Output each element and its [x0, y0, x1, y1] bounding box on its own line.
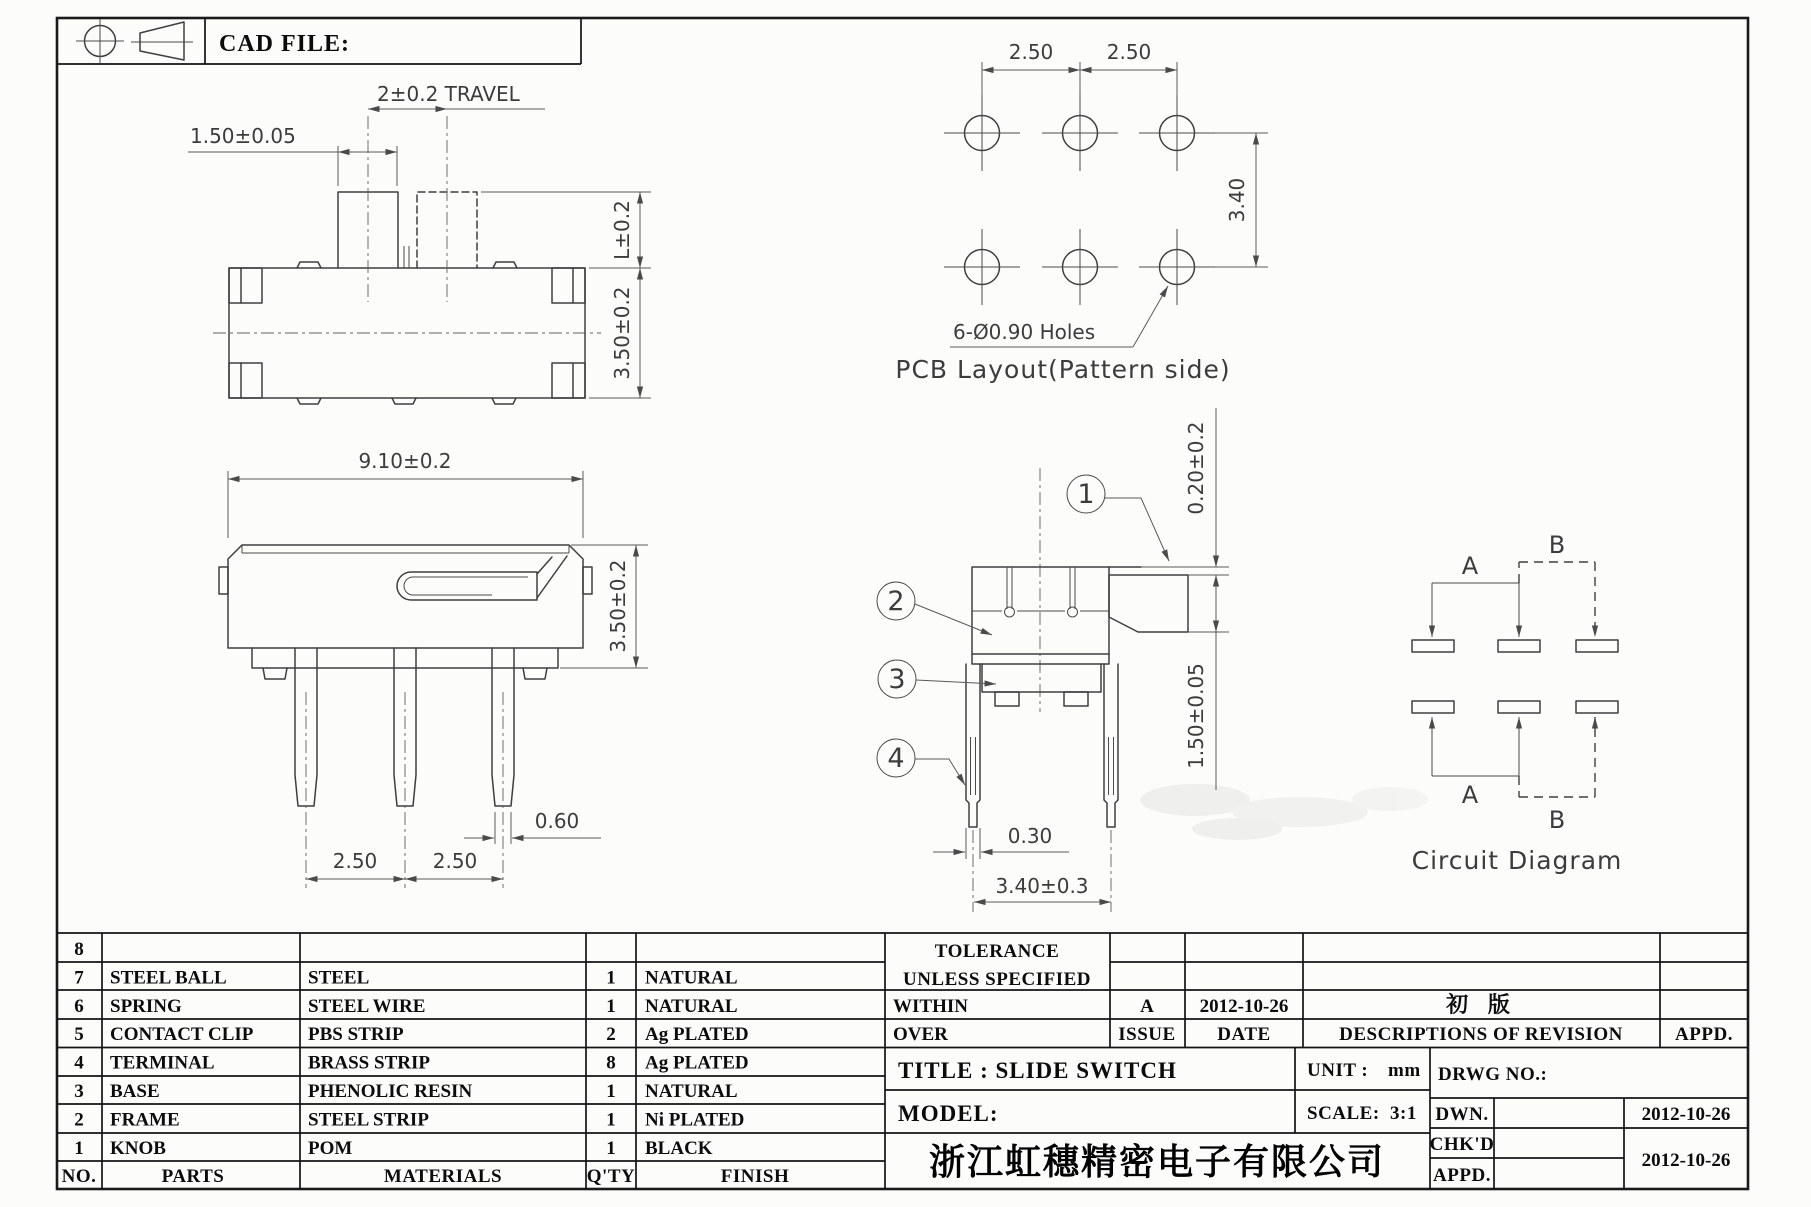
- company-name: 浙江虹穗精密电子有限公司: [928, 1142, 1386, 1183]
- part-no: 7: [74, 967, 84, 989]
- holes-note: 6-Ø0.90 Holes: [953, 320, 1096, 344]
- part-material: STEEL WIRE: [308, 996, 426, 1017]
- part-qty: 1: [606, 1109, 616, 1131]
- dim-leg-width: 0.30: [1007, 824, 1053, 848]
- date-label: DATE: [1217, 1024, 1271, 1045]
- dwn-label: DWN.: [1435, 1104, 1489, 1125]
- part-name: FRAME: [110, 1109, 180, 1131]
- part-no: 8: [74, 939, 84, 960]
- right-leg: [1104, 664, 1118, 827]
- header-parts: PARTS: [161, 1166, 225, 1187]
- chkd-label: CHK'D: [1429, 1134, 1495, 1155]
- side-view: [219, 449, 648, 888]
- left-leg: [966, 664, 980, 827]
- over-label: OVER: [893, 1024, 948, 1045]
- pcb-caption: PCB Layout(Pattern side): [895, 355, 1231, 384]
- balloon-4-number: 4: [887, 743, 905, 774]
- dim-travel: 2±0.2 TRAVEL: [377, 82, 520, 106]
- part-material: BRASS STRIP: [308, 1052, 430, 1074]
- part-no: 2: [74, 1109, 84, 1131]
- part-material: STEEL: [308, 967, 370, 989]
- dim-end-knob-height: 1.50±0.05: [1184, 663, 1208, 769]
- part-name: SPRING: [110, 996, 182, 1017]
- third-angle-projection-icon: [76, 19, 193, 63]
- scan-watermark: [1140, 784, 1428, 840]
- appd-sign-label: APPD.: [1433, 1165, 1491, 1186]
- dim-pin-pitch-left: 2.50: [332, 849, 378, 873]
- chkd-appd-date: 2012-10-26: [1641, 1150, 1731, 1171]
- part-material: STEEL STRIP: [308, 1109, 429, 1131]
- part-qty: 1: [606, 1138, 616, 1159]
- model-label: MODEL:: [898, 1101, 999, 1126]
- part-qty: 1: [606, 1081, 616, 1102]
- scale-label: SCALE:: [1307, 1103, 1380, 1124]
- within-label: WITHIN: [893, 996, 968, 1017]
- part-no: 1: [74, 1138, 84, 1159]
- circuit-label-a-top: A: [1461, 552, 1479, 580]
- part-finish: NATURAL: [645, 1081, 738, 1102]
- issue-value: A: [1140, 996, 1154, 1017]
- revision-description: 初 版: [1446, 993, 1516, 1018]
- part-finish: NATURAL: [645, 996, 738, 1017]
- drwg-no-label: DRWG NO.:: [1438, 1064, 1548, 1085]
- part-name: CONTACT CLIP: [110, 1024, 254, 1045]
- dim-side-body-height: 3.50±0.2: [606, 559, 630, 653]
- circuit-label-b-top: B: [1548, 531, 1566, 559]
- balloon-1-number: 1: [1077, 479, 1095, 510]
- dim-pin-pitch-right: 2.50: [432, 849, 478, 873]
- part-no: 4: [74, 1052, 84, 1074]
- dim-knob-height: L±0.2: [610, 200, 634, 260]
- balloon-3-number: 3: [888, 664, 906, 695]
- part-material: PHENOLIC RESIN: [308, 1081, 473, 1102]
- tolerance-line2: UNLESS SPECIFIED: [902, 969, 1092, 990]
- drawing-title: TITLE : SLIDE SWITCH: [898, 1058, 1177, 1083]
- balloon-2-number: 2: [887, 586, 905, 617]
- circuit-diagram: [1412, 531, 1623, 875]
- part-no: 5: [74, 1024, 84, 1045]
- part-name: KNOB: [110, 1138, 166, 1159]
- dim-pin-width: 0.60: [534, 809, 580, 833]
- circuit-caption: Circuit Diagram: [1411, 846, 1623, 875]
- tolerance-line1: TOLERANCE: [934, 941, 1060, 962]
- dim-knob-gap: 0.20±0.2: [1184, 421, 1208, 515]
- part-finish: Ag PLATED: [645, 1052, 749, 1074]
- unit-label: UNIT :: [1307, 1060, 1369, 1081]
- part-qty: 1: [606, 996, 616, 1017]
- dim-knob-width: 1.50±0.05: [190, 124, 296, 148]
- header-materials: MATERIALS: [383, 1166, 503, 1187]
- appd-column-label: APPD.: [1675, 1024, 1733, 1045]
- balloon-4: [877, 739, 965, 785]
- part-no: 6: [74, 996, 84, 1017]
- issue-label: ISSUE: [1118, 1024, 1176, 1045]
- cad-file-label: CAD FILE:: [219, 31, 351, 57]
- header-finish: FINISH: [720, 1166, 790, 1187]
- dim-leg-span: 3.40±0.3: [995, 874, 1089, 898]
- title-block: [893, 941, 1733, 1186]
- part-no: 3: [74, 1081, 84, 1102]
- circuit-label-b-bottom: B: [1548, 806, 1566, 834]
- circuit-label-a-bottom: A: [1461, 781, 1479, 809]
- balloon-3: [878, 660, 996, 698]
- scale-value: 3:1: [1390, 1103, 1417, 1124]
- header-qty: Q'TY: [586, 1166, 636, 1187]
- part-finish: BLACK: [645, 1138, 713, 1159]
- front-view: [188, 82, 651, 404]
- part-name: TERMINAL: [110, 1052, 215, 1074]
- dim-hole-pitch-right: 2.50: [1106, 40, 1152, 64]
- part-material: PBS STRIP: [308, 1024, 404, 1045]
- header-no: NO.: [61, 1166, 97, 1187]
- part-material: POM: [308, 1138, 353, 1159]
- knob-slot: [397, 572, 537, 600]
- end-view: [877, 408, 1229, 912]
- revision-description-label: DESCRIPTIONS OF REVISION: [1339, 1024, 1623, 1045]
- revision-date: 2012-10-26: [1199, 996, 1289, 1017]
- dim-body-height: 3.50±0.2: [610, 286, 634, 380]
- pcb-holes: [944, 95, 1215, 305]
- part-qty: 2: [606, 1024, 616, 1045]
- knob-profile: [1109, 575, 1188, 632]
- dim-hole-pitch-left: 2.50: [1008, 40, 1054, 64]
- parts-table: [62, 939, 790, 1187]
- part-finish: Ag PLATED: [645, 1024, 749, 1045]
- part-name: STEEL BALL: [110, 967, 227, 989]
- balloon-1: [1067, 475, 1169, 561]
- dim-hole-row-spacing: 3.40: [1225, 177, 1249, 223]
- balloon-2: [877, 582, 992, 635]
- dim-body-width: 9.10±0.2: [358, 449, 452, 473]
- unit-value: mm: [1388, 1060, 1421, 1081]
- part-name: BASE: [110, 1081, 160, 1102]
- part-finish: NATURAL: [645, 967, 738, 989]
- part-qty: 1: [606, 967, 616, 989]
- pcb-layout-view: [895, 40, 1268, 384]
- part-finish: Ni PLATED: [645, 1109, 745, 1131]
- part-qty: 8: [606, 1052, 616, 1074]
- dwn-date: 2012-10-26: [1641, 1104, 1731, 1125]
